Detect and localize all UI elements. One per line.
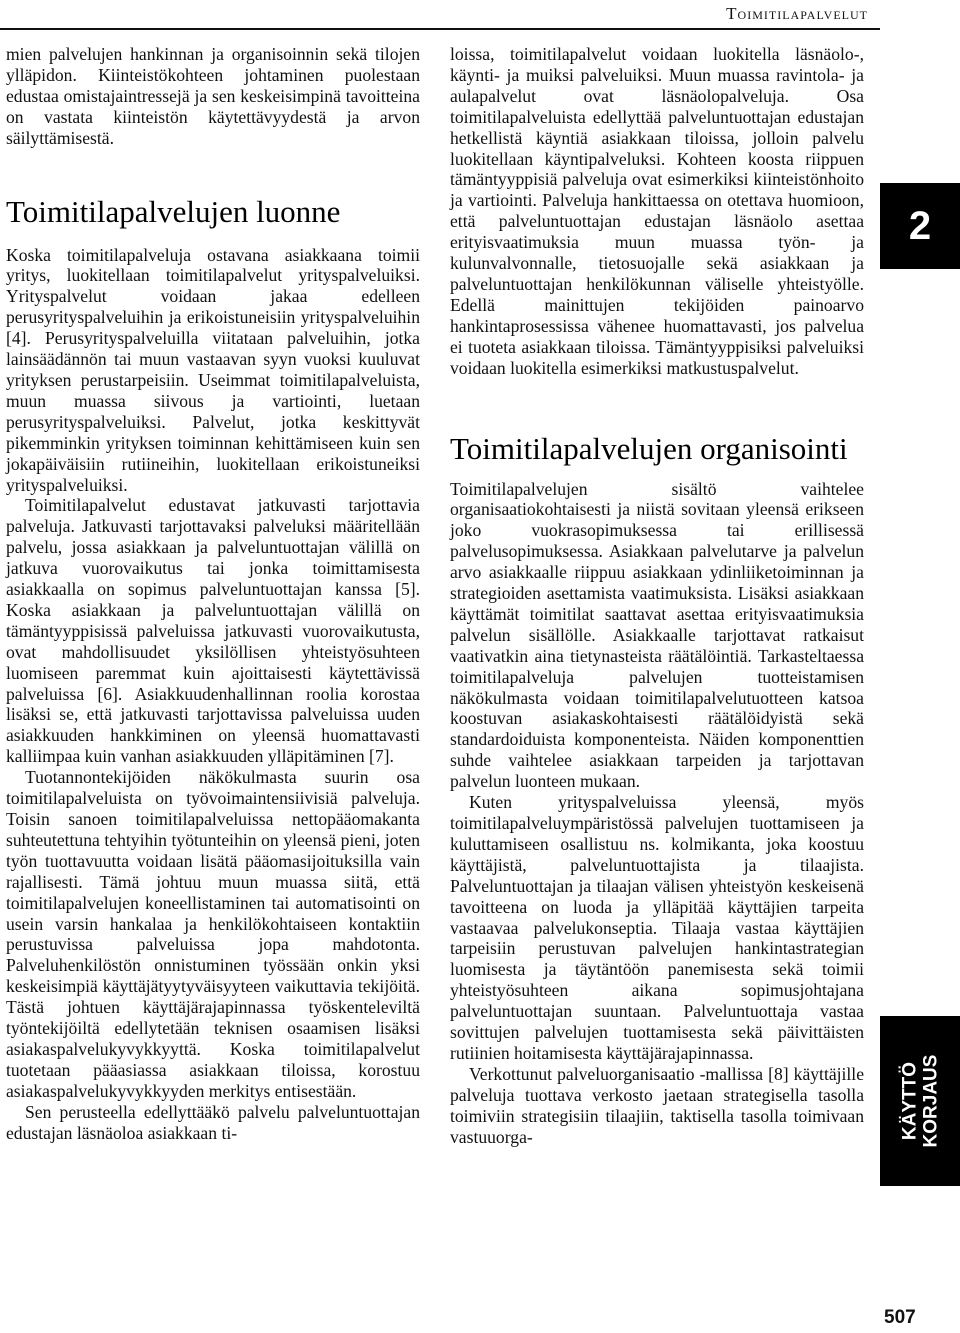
page-number: 507 [884, 1307, 916, 1328]
paragraph: Koska toimitilapalveluja ostavana asiakkaana toimii yritys, luokitellaan toimitilapalvelut yrityspalveluiksi. Yrityspalvelut voidaan jakaa edelleen perusyrityspalveluihin ja erikoistuneisiin yrityspalveluihin [4]. Perusyrityspalveluilla viitataan palveluihin, jotka lainsäädännön tai muun vastaavan syyn vuoksi kuuluvat yrityksen perustarpeisiin. Useimmat toimitilapalveluista, muun muassa siivous ja vartiointi, luetaan perusyrityspalveluiksi. Palvelut, jotka keskittyvät pikemminkin yrityksen toiminnan kehittämiseen kuin sen jokapäiväisiin rutiineihin, luokitellaan erikoistuneiksi yrityspalveluiksi. [6, 244, 420, 495]
right-column [450, 44, 864, 1148]
chapter-tab: 2 [880, 183, 960, 269]
paragraph: mien palvelujen hankinnan ja organisoinnin sekä tilojen ylläpidon. Kiinteistökohteen johtaminen puolestaan edustaa omistajaintressejä ja sen keskeisimpinä tavoitteina on vastata kiinteistön käytettävyydestä ja arvon säilyttämisestä. [6, 44, 420, 148]
paragraph: Tuotannontekijöiden näkökulmasta suurin osa toimitilapalveluista on työvoimaintensiivisiä palveluja. Toisin sanoen toimitilapalveluissa nettopääomakanta suhteutettuna tehtyihin työtunteihin on yleensä pieni, joten työn tuottavuutta voidaan lisätä pääomasijoituksilla vain rajallisesti. Tämä johtuu muun muassa siitä, että toimitilapalvelujen koneellistaminen tai automatisointi on usein varsin hankalaa ja henkilökohtaiseen kontaktiin perustuvissa palveluissa jopa mahdotonta. Palveluhenkilöstön onnistuminen työssään onkin yksi keskeisimpiä käyttäjätyytyväisyyteen vaikuttavia tekijöitä. Tästä johtuen käyttäjärajapinnassa työskenteleviltä työntekijöiltä edellytetään teknisen osaamisen lisäksi asiakaspalvelukyvykkyyttä. Koska toimitilapalvelut tuotetaan pääasiassa asiakkaan tiloissa, korostuu asiakaspalvelukyvykkyyden merkitys entisestään. [6, 767, 420, 1101]
paragraph: Verkottunut palveluorganisaatio -mallissa [8] käyttäjille palveluja tuottava verkosto jaetaan strategisella tasolla toimiviin strategisiin tilaajiin, taktisella tasolla toimivaan vastuuorga- [450, 1063, 864, 1147]
header-rule [0, 28, 880, 30]
paragraph: Toimitilapalvelut edustavat jatkuvasti tarjottavia palveluja. Jatkuvasti tarjottavaksi palveluksi määritellään palvelu, jossa asiakkaan ja palveluntuottajan välillä on jatkuva vuorovaikutus tai jonka toimittamisesta asiakkaalla on sopimus palveluntuottajan kanssa [5]. Koska asiakkaan ja palveluntuottajan välillä on tämäntyyppisissä palveluissa jatkuvasti vuorovaikutusta, ovat mahdollisuudet yksilöllisen yhteistyösuhteen luomiseen paremmat kuin ajoittaisesti käytettävissä palveluissa [6]. Asiakkuudenhallinnan roolia korostaa lisäksi se, että jatkuvasti tarjottavissa palveluissa uuden asiakkuuden hankkiminen on yleensä huomattavasti kalliimpaa kuin vanhan asiakkuuden ylläpitäminen [7]. [6, 495, 420, 767]
paragraph: Kuten yrityspalveluissa yleensä, myös toimitilapalveluympäristössä palvelujen tuottamiseen ja kuluttamiseen osallistuu ns. kolmikanta, joka koostuu käyttäjistä, palveluntuottajista ja tilaajista. Palveluntuottajan ja tilaajan välisen yhteistyön keskeisenä tavoitteena on luoda ja ylläpitää käyttäjien tarpeita vastaavaa palvelukonseptia. Tilaaja vastaa käyttäjien tarpeisiin perustuvan palvelujen hankintastrategian luomisesta ja täytäntöön panemisesta sekä toimii yhteistyösuhteen aikana sopimusjohtajana palveluntuottajan suuntaan. Palveluntuottaja vastaa sovittujen palvelujen tuottamisesta sekä päivittäisten rutiinien hoitamisesta käyttäjärajapinnassa. [450, 792, 864, 1063]
section-heading: Toimitilapalvelujen organisointi [450, 430, 848, 466]
section-tab [880, 1016, 960, 1186]
paragraph: loissa, toimitilapalvelut voidaan luokitella läsnäolo-, käynti- ja muiksi palveluiksi. Muun muassa ravintola- ja aulapalvelut ovat läsnäolopalveluja. Osa toimitilapalveluista edellyttää palveluntuottajan edustajan hetkellistä käyntiä asiakkaan tiloissa, jolloin palvelu luokitellaan käyntipalveluksi. Kohteen koosta riippuen tämäntyyppisiä palveluja ovat esimerkiksi kiinteistönhoito ja vartiointi. Palveluja hankittaessa on otettava huomioon, että palveluntuottajan edustajan läsnäolo asettaa erityisvaatimuksia muun muassa työn- ja kulunvalvonnalle, tietosuojalle sekä asiakkaan ja palveluntuottajan henkilökunnan väliselle yhteistyölle. Edellä mainittujen tekijöiden painoarvo hankintaprosessissa vähenee huomattavasti, jos palvelua ei tuoteta asiakkaan tiloissa. Tämäntyyppisiksi palveluiksi voidaan luokitella esimerkiksi matkustuspalvelut. [450, 44, 864, 378]
running-head: Toimitilapalvelut [726, 4, 868, 23]
paragraph: Sen perusteella edellyttääkö palvelu palveluntuottajan edustajan läsnäoloa asiakkaan ti- [6, 1101, 420, 1143]
section-tab-label: KÄYTTÖ KORJAUS [899, 1054, 941, 1148]
left-column [6, 44, 420, 1144]
paragraph: Toimitilapalvelujen sisältö vaihtelee organisaatiokohtaisesti ja niistä sovitaan yleensä erikseen joko vuokrasopimuksessa tai erillisessä palvelusopimuksessa. Asiakkaan palvelutarve ja palvelun arvo asiakkaalle riippuu asiakkaan ydinliiketoiminnan ja strategioiden asettamista vaatimuksista. Lisäksi asiakkaan käyttämät toimitilat saattavat asettaa erityisvaatimuksia palvelun sisällölle. Asiakkaalle tarjottavat ratkaisut vaativatkin aina tietynasteista räätälöintiä. Tarkasteltaessa toimitilapalveluja palvelujen tuotteistamisen näkökulmasta voidaan toimitilapalvelutuotteen katsoa koostuvan asiakaskohtaisesti räätälöidyistä sekä standardoiduista komponenteista. Näiden komponenttien suhde vaihtelee asiakkaan tarpeiden ja tarjottavan palvelun luonteen mukaan. [450, 478, 864, 792]
section-heading: Toimitilapalvelujen luonne [6, 193, 341, 229]
